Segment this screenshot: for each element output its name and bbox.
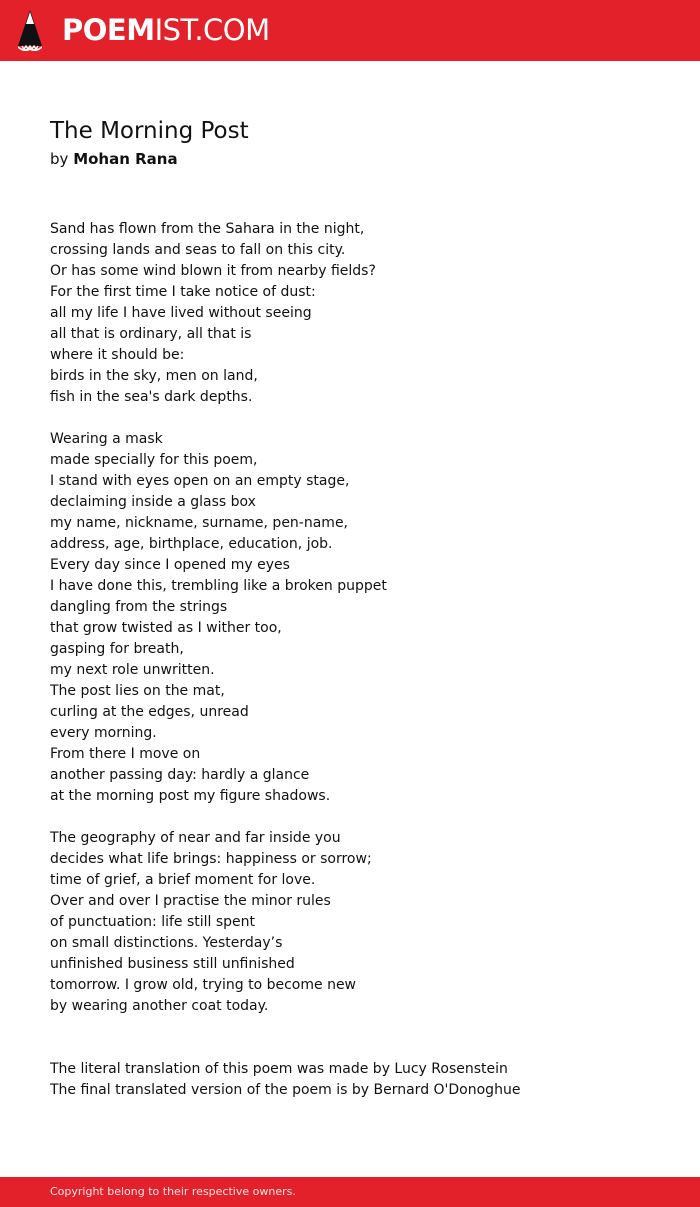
- poem-line: all that is ordinary, all that is: [50, 326, 252, 342]
- poem-stanza: [50, 219, 650, 408]
- poem-line: another passing day: hardly a glance: [50, 767, 310, 783]
- poem-byline: [50, 149, 178, 169]
- poem-line: Over and over I practise the minor rules: [50, 893, 331, 909]
- poem-line: Every day since I opened my eyes: [50, 557, 290, 573]
- stanza-break: [50, 408, 650, 429]
- site-header: [0, 0, 700, 61]
- poem-line: by wearing another coat today.: [50, 998, 269, 1014]
- poem-line: my next role unwritten.: [50, 662, 215, 678]
- poem-line: time of grief, a brief moment for love.: [50, 872, 316, 888]
- poem-line: fish in the sea's dark depths.: [50, 389, 253, 405]
- poem-line: For the first time I take notice of dust:: [50, 284, 316, 300]
- poem-line: crossing lands and seas to fall on this city.: [50, 242, 346, 258]
- poem-title: The Morning Post: [50, 118, 249, 144]
- poem-body: [50, 219, 650, 1017]
- copyright-text: Copyright belong to their respective owners.: [50, 1185, 296, 1198]
- poem-line: all my life I have lived without seeing: [50, 305, 312, 321]
- poem-stanza: [50, 828, 650, 1017]
- translation-credits: [50, 1059, 670, 1101]
- poem-line: that grow twisted as I wither too,: [50, 620, 282, 636]
- poem-line: declaiming inside a glass box: [50, 494, 256, 510]
- credit-line: The final translated version of the poem is by Bernard O'Donoghue: [50, 1082, 521, 1098]
- poem-line: tomorrow. I grow old, trying to become new: [50, 977, 357, 993]
- stanza-break: [50, 807, 650, 828]
- site-logo[interactable]: [62, 12, 270, 48]
- poem-line: Sand has flown from the Sahara in the night,: [50, 221, 365, 237]
- poem-line: From there I move on: [50, 746, 201, 762]
- poem-line: my name, nickname, surname, pen-name,: [50, 515, 349, 531]
- poem-line: I stand with eyes open on an empty stage,: [50, 473, 350, 489]
- poem-line: where it should be:: [50, 347, 185, 363]
- poem-line: The geography of near and far inside you: [50, 830, 341, 846]
- poem-line: gasping for breath,: [50, 641, 184, 657]
- pencil-tip-icon[interactable]: [18, 10, 42, 51]
- poem-line: curling at the edges, unread: [50, 704, 249, 720]
- poem-line: I have done this, trembling like a broken puppet: [50, 578, 387, 594]
- poem-line: of punctuation: life still spent: [50, 914, 256, 930]
- logo-text-light: IST.COM: [154, 13, 270, 47]
- credit-line: The literal translation of this poem was made by Lucy Rosenstein: [50, 1061, 508, 1077]
- poem-stanza: [50, 429, 650, 807]
- by-label: by: [50, 150, 69, 168]
- poem-author: Mohan Rana: [73, 150, 178, 168]
- poem-line: Wearing a mask: [50, 431, 163, 447]
- poem-line: Or has some wind blown it from nearby fields?: [50, 263, 376, 279]
- poem-line: at the morning post my figure shadows.: [50, 788, 331, 804]
- poem-line: address, age, birthplace, education, job.: [50, 536, 333, 552]
- poem-line: every morning.: [50, 725, 157, 741]
- logo-text-bold: POEM: [62, 13, 155, 47]
- poem-line: decides what life brings: happiness or sorrow;: [50, 851, 372, 867]
- poem-line: on small distinctions. Yesterday’s: [50, 935, 283, 951]
- site-footer: [0, 1177, 700, 1207]
- poem-line: unfinished business still unfinished: [50, 956, 295, 972]
- poem-line: dangling from the strings: [50, 599, 228, 615]
- poem-line: The post lies on the mat,: [50, 683, 225, 699]
- poem-line: birds in the sky, men on land,: [50, 368, 258, 384]
- poem-line: made specially for this poem,: [50, 452, 258, 468]
